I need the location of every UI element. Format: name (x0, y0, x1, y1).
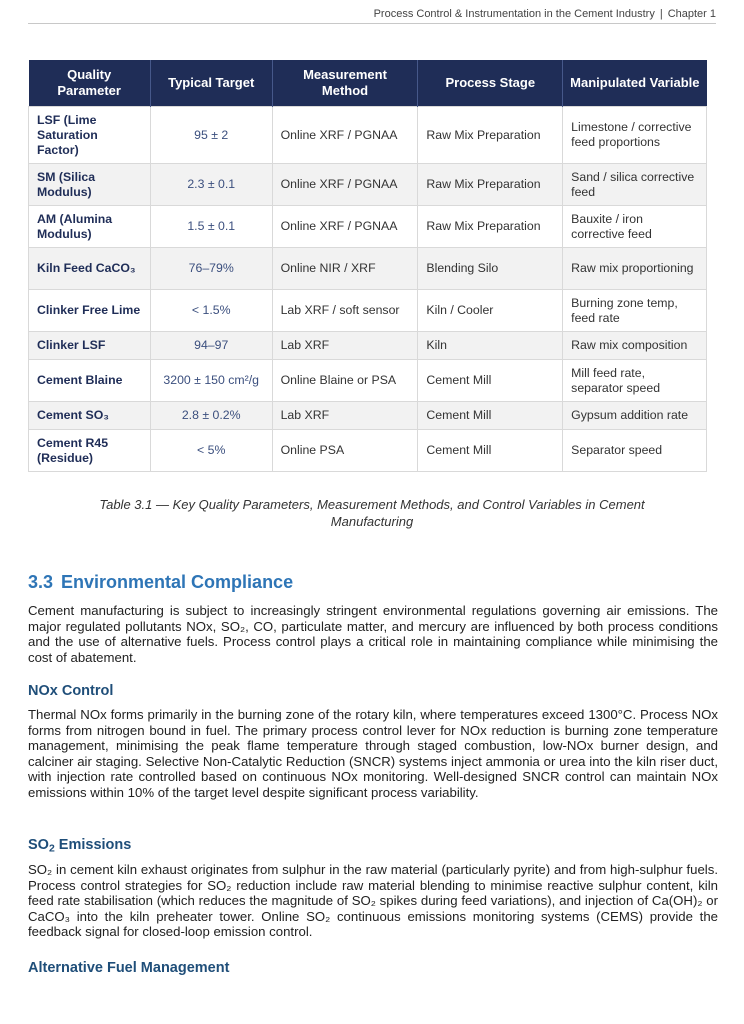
running-header (28, 8, 716, 24)
cell-stage: Raw Mix Preparation (418, 206, 563, 248)
cell-variable: Mill feed rate, separator speed (563, 360, 707, 402)
cell-target: < 5% (150, 430, 272, 472)
cell-variable: Gypsum addition rate (563, 402, 707, 430)
section-intro-paragraph: Cement manufacturing is subject to increasingly stringent environmental regulations governing air emissions. The major regulated pollutants NOx, SO₂, CO, particulate matter, and mercury are influenced by both process conditions and the use of alternative fuels. Process control plays a critical role in maintaining compliance while minimising the cost of abatement. (28, 603, 718, 665)
cell-method: Online XRF / PGNAA (272, 164, 418, 206)
cell-stage: Blending Silo (418, 248, 563, 290)
table-row (29, 248, 707, 290)
cell-param: Clinker LSF (29, 332, 151, 360)
cell-stage: Raw Mix Preparation (418, 164, 563, 206)
col-header-measurement-method: Measurement Method (272, 60, 418, 107)
cell-method: Online PSA (272, 430, 418, 472)
cell-stage: Cement Mill (418, 402, 563, 430)
nox-paragraph: Thermal NOx forms primarily in the burning zone of the rotary kiln, where temperatures exceed 1300°C. Process NOx forms from nitrogen bound in fuel. The primary process control lever for NOx reduction is burning zone temperature management, minimising the peak flame temperature through staged combustion, low-NOx burner design, and calciner air staging. Selective Non-Catalytic Reduction (SNCR) systems inject ammonia or urea into the kiln riser duct, with injection rate controlled based on continuous NOx monitoring. Well-designed SNCR control can maintain NOx emissions within 10% of the target level despite significant process variability. (28, 707, 718, 800)
header-chapter: Chapter 1 (667, 8, 716, 20)
cell-variable: Sand / silica corrective feed (563, 164, 707, 206)
cell-target: 95 ± 2 (150, 107, 272, 164)
so2-heading-prefix: SO (28, 837, 49, 853)
table-row (29, 107, 707, 164)
cell-target: 76–79% (150, 248, 272, 290)
cell-param: LSF (Lime Saturation Factor) (29, 107, 151, 164)
cell-param: Clinker Free Lime (29, 290, 151, 332)
cell-method: Online Blaine or PSA (272, 360, 418, 402)
cell-variable: Separator speed (563, 430, 707, 472)
cell-stage: Kiln (418, 332, 563, 360)
cell-param: Cement SO₃ (29, 402, 151, 430)
quality-parameters-table (28, 60, 707, 472)
cell-variable: Raw mix composition (563, 332, 707, 360)
cell-stage: Cement Mill (418, 430, 563, 472)
col-header-typical-target: Typical Target (150, 60, 272, 107)
header-title: Process Control & Instrumentation in the Cement Industry (373, 8, 655, 20)
header-separator: | (659, 8, 663, 20)
table-row (29, 402, 707, 430)
cell-variable: Bauxite / iron corrective feed (563, 206, 707, 248)
table-row (29, 290, 707, 332)
cell-target: 3200 ± 150 cm²/g (150, 360, 272, 402)
so2-heading-subscript: 2 (48, 843, 55, 855)
cell-target: 2.8 ± 0.2% (150, 402, 272, 430)
table-header-row (29, 60, 707, 107)
so2-paragraph: SO₂ in cement kiln exhaust originates from sulphur in the raw material (particularly pyrite) and from high-sulphur fuels. Process control strategies for SO₂ reduction include raw material blending to minimise reactive sulphur content, kiln feed rate stabilisation (which reduces the magnitude of SO₂ spikes during feed variations), and injection of Ca(OH)₂ or CaCO₃ into the kiln preheater tower. Online SO₂ continuous emissions monitoring systems (CEMS) provide the feedback signal for closed-loop emission control. (28, 862, 718, 939)
cell-method: Online XRF / PGNAA (272, 107, 418, 164)
cell-target: 2.3 ± 0.1 (150, 164, 272, 206)
cell-target: 94–97 (150, 332, 272, 360)
cell-variable: Burning zone temp, feed rate (563, 290, 707, 332)
cell-variable: Raw mix proportioning (563, 248, 707, 290)
section-heading (28, 572, 293, 593)
section-title: Environmental Compliance (61, 572, 294, 592)
table-row (29, 430, 707, 472)
cell-param: Cement R45 (Residue) (29, 430, 151, 472)
cell-param: AM (Alumina Modulus) (29, 206, 151, 248)
cell-method: Online XRF / PGNAA (272, 206, 418, 248)
cell-stage: Kiln / Cooler (418, 290, 563, 332)
section-number: 3.3 (28, 572, 54, 592)
alt-fuel-heading: Alternative Fuel Management (28, 960, 230, 976)
table-row (29, 206, 707, 248)
cell-param: Kiln Feed CaCO₃ (29, 248, 151, 290)
cell-method: Online NIR / XRF (272, 248, 418, 290)
cell-method: Lab XRF / soft sensor (272, 290, 418, 332)
col-header-quality-parameter: Quality Parameter (29, 60, 151, 107)
cell-target: 1.5 ± 0.1 (150, 206, 272, 248)
cell-param: Cement Blaine (29, 360, 151, 402)
col-header-process-stage: Process Stage (418, 60, 563, 107)
nox-heading: NOx Control (28, 683, 114, 699)
cell-stage: Cement Mill (418, 360, 563, 402)
table-row (29, 332, 707, 360)
table-row (29, 360, 707, 402)
so2-heading (28, 837, 131, 853)
table-caption: Table 3.1 — Key Quality Parameters, Measurement Methods, and Control Variables in Cement Manufacturing (99, 497, 645, 529)
so2-heading-suffix: Emissions (54, 837, 132, 853)
cell-target: < 1.5% (150, 290, 272, 332)
table-row (29, 164, 707, 206)
cell-param: SM (Silica Modulus) (29, 164, 151, 206)
cell-stage: Raw Mix Preparation (418, 107, 563, 164)
col-header-manipulated-variable: Manipulated Variable (563, 60, 707, 107)
cell-method: Lab XRF (272, 402, 418, 430)
cell-method: Lab XRF (272, 332, 418, 360)
cell-variable: Limestone / corrective feed proportions (563, 107, 707, 164)
